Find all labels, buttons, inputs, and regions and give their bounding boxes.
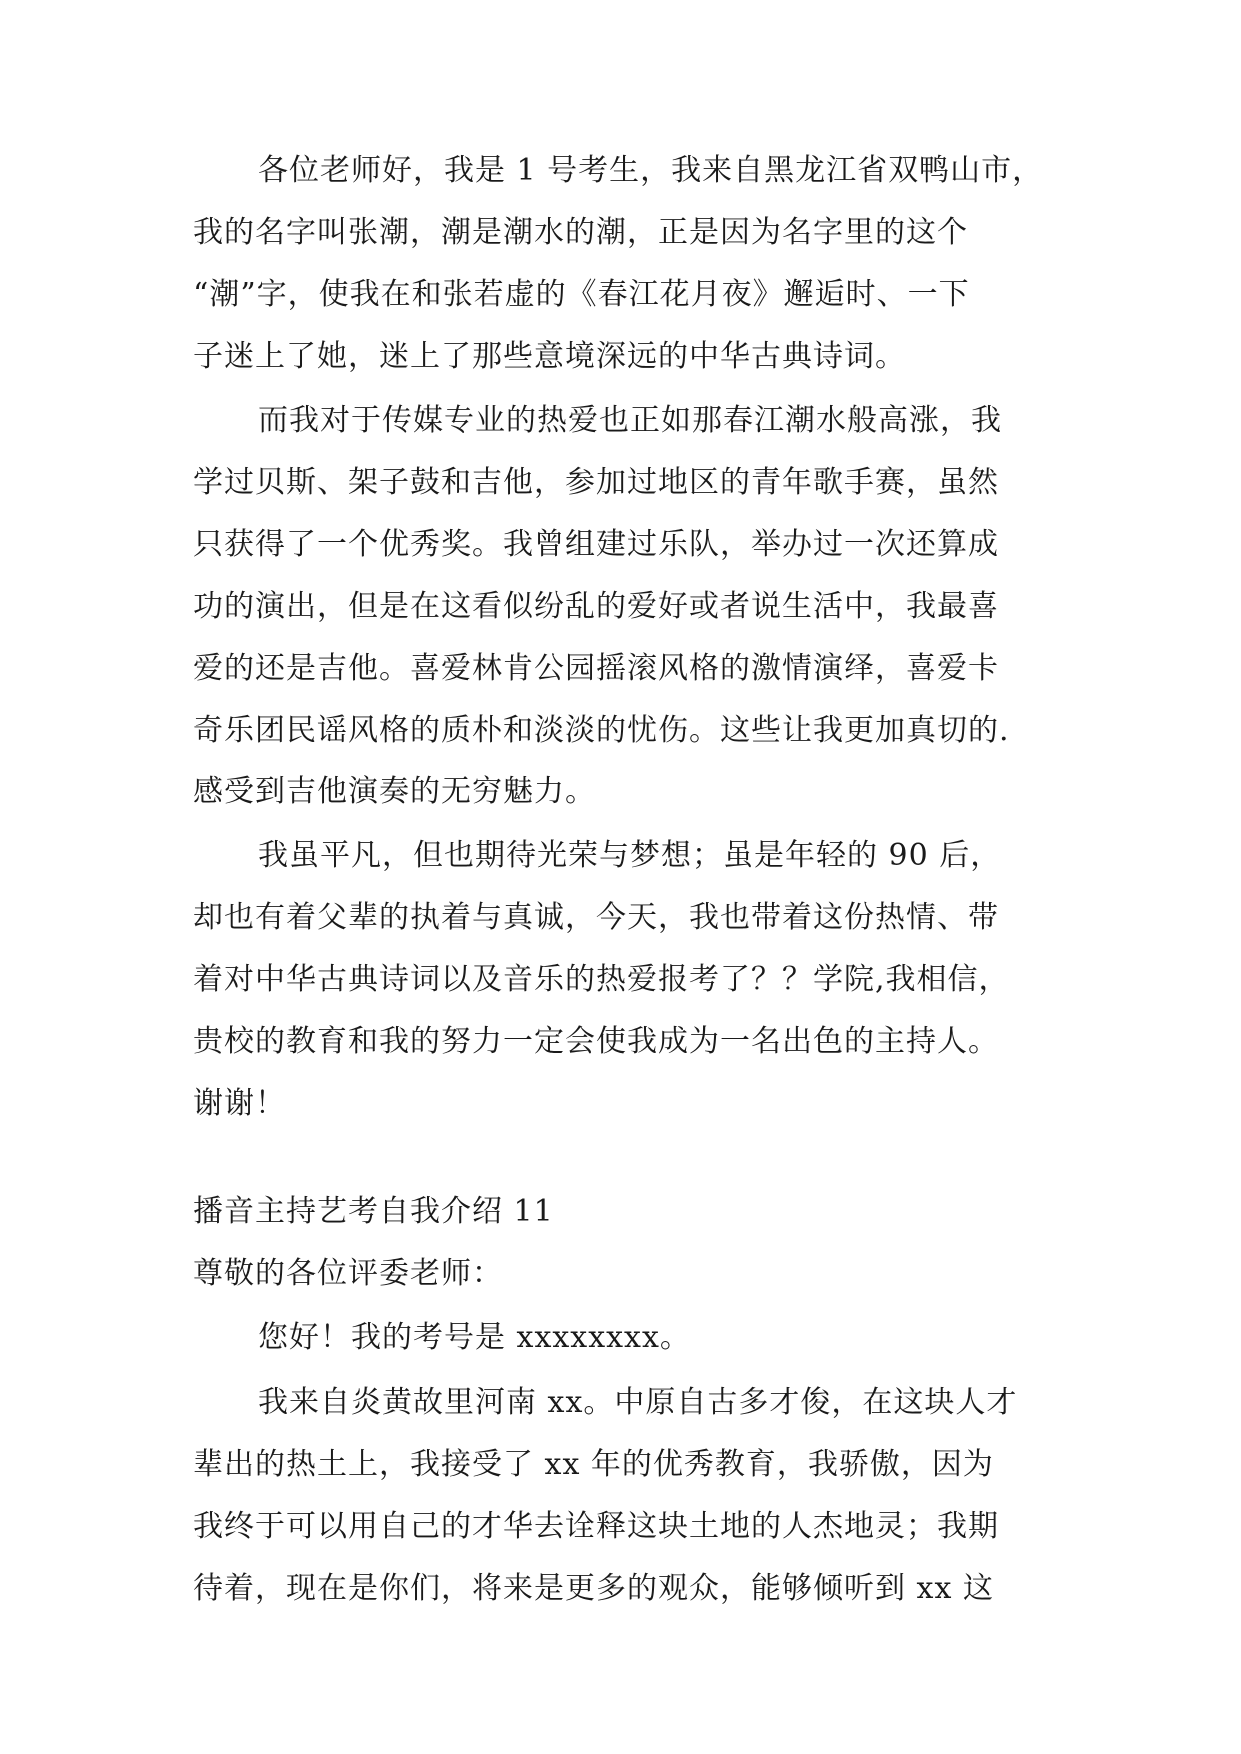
- paragraph-2-line-2: 学过贝斯、架子鼓和吉他，参加过地区的青年歌手赛，虽然: [193, 465, 999, 500]
- paragraph-4-line-1: 我来自炎黄故里河南 xx。中原自古多才俊，在这块人才: [258, 1385, 1018, 1420]
- paragraph-4-line-2: 辈出的热土上，我接受了 xx 年的优秀教育，我骄傲，因为: [193, 1447, 994, 1482]
- paragraph-4-line-3: 我终于可以用自己的才华去诠释这块土地的人杰地灵；我期: [193, 1509, 999, 1544]
- paragraph-3-line-1: 我虽平凡，但也期待光荣与梦想；虽是年轻的 90 后，: [258, 838, 1002, 873]
- paragraph-1-line-4: 子迷上了她，迷上了那些意境深远的中华古典诗词。: [193, 339, 906, 374]
- paragraph-2-line-7: 感受到吉他演奏的无穷魅力。: [193, 774, 596, 809]
- paragraph-3-line-3: 着对中华古典诗词以及音乐的热爱报考了？？学院,我相信，: [193, 962, 1010, 997]
- paragraph-1-line-3: “潮”字，使我在和张若虚的《春江花月夜》邂逅时、一下: [193, 277, 970, 312]
- paragraph-3-line-5: 谢谢！: [193, 1086, 286, 1121]
- paragraph-1-line-1: 各位老师好，我是 1 号考生，我来自黑龙江省双鸭山市，: [258, 153, 1044, 188]
- paragraph-2-line-3: 只获得了一个优秀奖。我曾组建过乐队，举办过一次还算成: [193, 527, 999, 562]
- paragraph-2-line-6: 奇乐团民谣风格的质朴和淡淡的忧伤。这些让我更加真切的.: [193, 713, 1010, 748]
- salutation: 尊敬的各位评委老师：: [193, 1256, 503, 1291]
- section-title: 播音主持艺考自我介绍 11: [193, 1194, 554, 1229]
- paragraph-3-line-4: 贵校的教育和我的努力一定会使我成为一名出色的主持人。: [193, 1024, 999, 1059]
- paragraph-3-line-2: 却也有着父辈的执着与真诚，今天，我也带着这份热情、带: [193, 900, 999, 935]
- paragraph-2-line-1: 而我对于传媒专业的热爱也正如那春江潮水般高涨，我: [258, 403, 1002, 438]
- paragraph-4-line-4: 待着，现在是你们，将来是更多的观众，能够倾听到 xx 这: [193, 1571, 994, 1606]
- paragraph-2-line-5: 爱的还是吉他。喜爱林肯公园摇滚风格的激情演绎，喜爱卡: [193, 651, 999, 686]
- greeting: 您好！我的考号是 xxxxxxxx。: [258, 1320, 691, 1355]
- paragraph-2-line-4: 功的演出，但是在这看似纷乱的爱好或者说生活中，我最喜: [193, 589, 999, 624]
- paragraph-1-line-2: 我的名字叫张潮，潮是潮水的潮，正是因为名字里的这个: [193, 215, 968, 250]
